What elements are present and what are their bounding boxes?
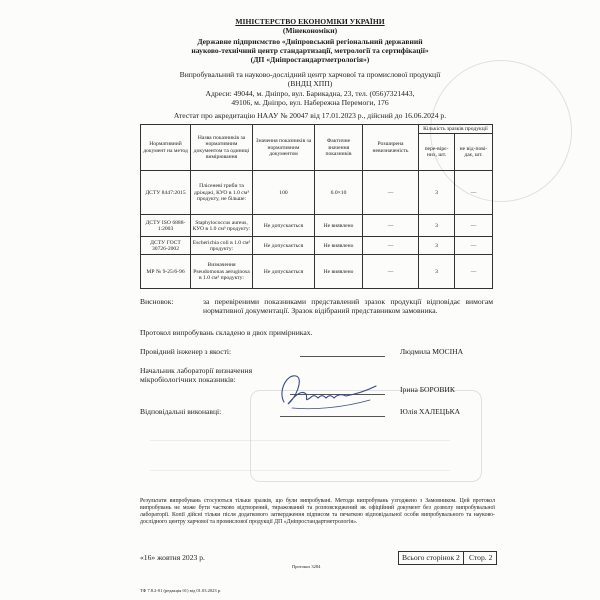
cell-not-conform: — <box>455 215 493 237</box>
conclusion-text: за перевіреними показниками представлений зразок продукції відповідає вимогам нормативної документації. Зразок відібраний представником замовника. <box>203 297 493 315</box>
responsible-name: Юлія ХАЛЕЦЬКА <box>400 407 461 416</box>
page-count-box <box>398 551 497 565</box>
cell-indicator: Staphylococcus aureus, КУО в 1.0 см³ продукту: <box>191 215 253 237</box>
cell-deviation: — <box>363 237 419 255</box>
engineer-name: Людмила МОСІНА <box>400 347 464 356</box>
protocol-date: «16» жовтня 2023 р. <box>140 553 205 562</box>
center-short: (ВНДЦ ХПП) <box>287 79 333 88</box>
cell-actual: Не виявлено <box>315 255 363 289</box>
page-number: Стор. 2 <box>469 553 493 562</box>
protocol-copies-note: Протокол випробувань складено в двох примірниках. <box>140 328 313 337</box>
address-block <box>160 89 460 107</box>
cell-indicator: Визначення Pseudomonas aeruginosa в 1.0 см³ продукту: <box>191 255 253 289</box>
cell-actual: Не виявлено <box>315 215 363 237</box>
cell-tested: 3 <box>419 171 455 215</box>
cell-not-conform: — <box>455 255 493 289</box>
engineer-label: Провідний інженер з якості: <box>140 347 232 356</box>
page-box-divider <box>463 552 464 564</box>
table-header-row <box>141 125 493 134</box>
protocol-number: Протокол 3284 <box>292 564 321 569</box>
cell-deviation: — <box>363 215 419 237</box>
header-samples-count: Кількість зразків продукції <box>419 125 493 134</box>
cell-doc: ДСТУ ISO 6888-1:2003 <box>141 215 191 237</box>
cell-actual: Не виявлено <box>315 237 363 255</box>
cell-tested: 3 <box>419 255 455 289</box>
table-row <box>141 237 493 255</box>
header-not-conform: не від-пові-дає, шт. <box>455 134 493 171</box>
cell-doc: ДСТУ ГОСТ 30726-2002 <box>141 237 191 255</box>
center-name: Випробувальний та науково-дослідний центр харчової та промислової продукції <box>179 70 441 79</box>
enterprise-line-1: Державне підприємство «Дніпровський регіональний державний <box>197 37 423 46</box>
conclusion-label: Висновок: <box>140 297 174 306</box>
form-code: ТФ 7.8.2-01 (редакція 01) від 01.03.2023 р. <box>140 588 222 593</box>
header-norm-value: Значення показників за нормативним документом <box>253 125 315 171</box>
total-pages: Всього сторінок 2 <box>402 553 460 562</box>
enterprise-line-2: науково-технічний центр стандартизації, метрології та сертифікації» <box>191 46 429 55</box>
cell-norm: 100 <box>253 171 315 215</box>
lab-head-label: Начальник лабораторії визначення мікробіологічних показників: <box>140 366 253 384</box>
cell-not-conform: — <box>455 171 493 215</box>
cell-doc: ДСТУ 8447:2015 <box>141 171 191 215</box>
faint-show-through-line <box>150 470 450 471</box>
results-table <box>140 124 493 289</box>
table-row <box>141 215 493 237</box>
header-indicator: Назва показників за нормативним документом та одиниці вимірювання <box>191 125 253 171</box>
address-line-2: 49106, м. Дніпро, вул. Набережна Перемоги, 176 <box>231 98 389 107</box>
cell-indicator: Плісеневі гриби та дріжджі, КУО в 1.0 см³ продукту, не більше: <box>191 171 253 215</box>
header-actual-value: Фактичне значення показників <box>315 125 363 171</box>
cell-tested: 3 <box>419 237 455 255</box>
header-deviation: Розширена невизначеність <box>363 125 419 171</box>
cell-norm: Не допускається <box>253 237 315 255</box>
cell-doc: МР № 9-25/6-96 <box>141 255 191 289</box>
faint-show-through-line <box>150 440 450 441</box>
cell-not-conform: — <box>455 237 493 255</box>
responsible-label: Відповідальні виконавці: <box>140 407 222 416</box>
ministry-name: МІНІСТЕРСТВО ЕКОНОМІКИ УКРАЇНИ <box>235 17 385 26</box>
cell-deviation: — <box>363 171 419 215</box>
engineer-signature-line <box>300 356 385 357</box>
ministry-short: (Мінекономіки) <box>282 26 338 35</box>
address-line-1: Адреси: 49044, м. Дніпро, вул. Барикадна, 23, тел. (056)7321443, <box>205 89 415 98</box>
header-normative-doc: Нормативний документ на метод <box>141 125 191 171</box>
lab-head-name: Ірина БОРОВИК <box>400 385 455 394</box>
cell-tested: 3 <box>419 215 455 237</box>
enterprise-header <box>150 37 470 64</box>
table-row <box>141 171 493 215</box>
footer-disclaimer: Результати випробувань стосуються тільки зразків, що були випробувані. Методи випробувань узгоджено з Замовником. Цей протокол випробувань не може бути частково відтворений, тиражований та розповсюджений як офіційний документ без дозволу випробувальної лабораторії. Копії дійсні тільки після додаткового затвердження підписом та печаткою відповідальної особи випробувального та науково-дослідного центру харчової та промислової продукції ДП «Дніпростандартметрологія». <box>140 498 495 525</box>
cell-norm: Не допускається <box>253 255 315 289</box>
cell-norm: Не допускається <box>253 215 315 237</box>
cell-deviation: — <box>363 255 419 289</box>
ministry-header <box>180 17 440 35</box>
accreditation-line: Атестат про акредитацію НААУ № 20047 від 17.01.2023 р., дійсний до 16.06.2024 р. <box>173 111 447 120</box>
enterprise-short: (ДП «Дніпростандартметрологія») <box>250 55 370 64</box>
cell-actual: 6.0×10 <box>315 171 363 215</box>
header-tested: пере-вірє-них, шт. <box>419 134 455 171</box>
center-header <box>140 70 480 88</box>
handwritten-signature <box>272 364 382 419</box>
cell-indicator: Escherichia coli в 1.0 см³ продукту: <box>191 237 253 255</box>
table-row <box>141 255 493 289</box>
